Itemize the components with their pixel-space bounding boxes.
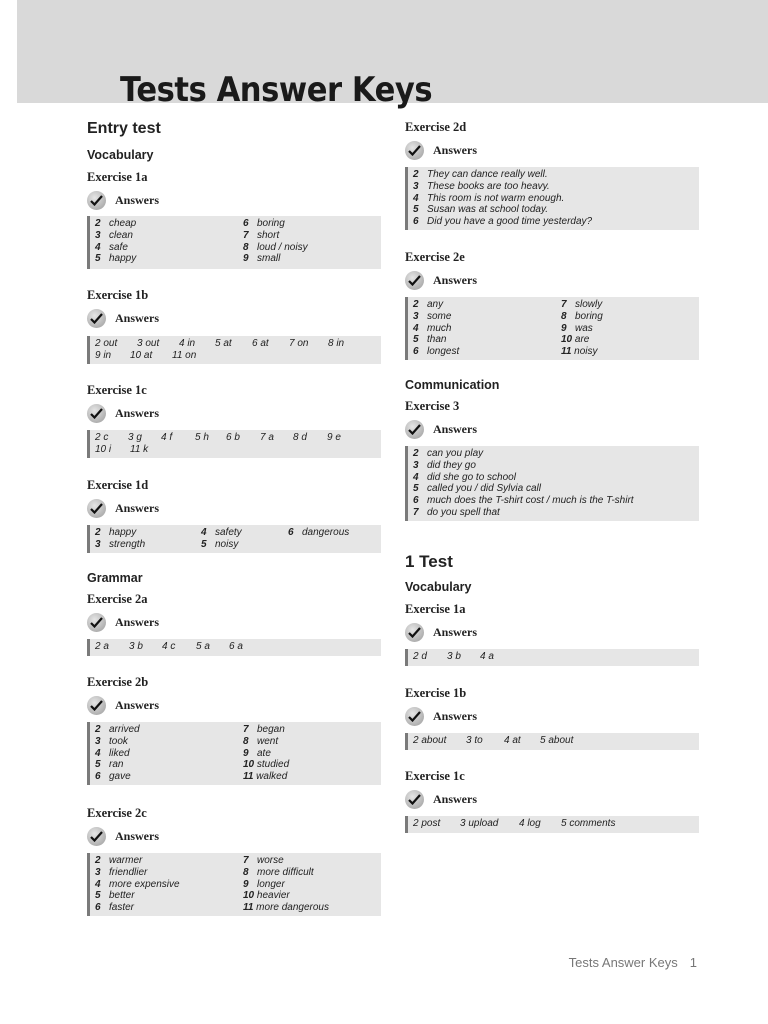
answer-box-ex-2e — [405, 297, 699, 360]
exercise-2d-title: Exercise 2d — [405, 120, 467, 134]
exercise-2c-title: Exercise 2c — [87, 806, 147, 820]
answer-item: 8 more difficult — [243, 866, 314, 878]
answer-item: 2 happy — [95, 527, 137, 538]
answers-label: Answers — [433, 708, 477, 723]
checkmark-icon — [405, 141, 424, 160]
answers-heading — [87, 190, 159, 210]
answer-box-ex-1d — [87, 525, 381, 553]
checkmark-icon — [405, 271, 424, 290]
answer-item: 5 at — [215, 338, 232, 349]
answer-item: 9 small — [243, 253, 281, 265]
answer-item: 4 safety — [201, 527, 242, 538]
answer-item: 8 boring — [561, 310, 603, 322]
answer-item: 7 slowly — [561, 299, 603, 310]
exercise-1d-title: Exercise 1d — [87, 478, 149, 492]
answer-item: 4 a — [480, 651, 494, 662]
answer-box-ex-3 — [405, 446, 699, 521]
answer-item: 3 did they go — [413, 459, 476, 471]
answers-heading — [87, 612, 159, 632]
answers-heading — [87, 498, 159, 518]
answer-item: 8 in — [328, 338, 345, 349]
answer-item: 11 walked — [243, 771, 288, 783]
answer-item: 5 h — [195, 432, 209, 443]
answer-item: 4 This room is not warm enough. — [413, 192, 565, 204]
answer-item: 5 comments — [561, 818, 616, 829]
answer-item: 9 longer — [243, 878, 285, 890]
checkmark-icon — [405, 420, 424, 439]
checkmark-icon — [87, 309, 106, 328]
answer-item: 2 post — [413, 818, 441, 829]
checkmark-icon — [405, 707, 424, 726]
test1-exercise-1b-title: Exercise 1b — [405, 686, 467, 700]
checkmark-icon — [87, 827, 106, 846]
answer-item: 5 about — [540, 735, 574, 746]
checkmark-icon — [87, 404, 106, 423]
answer-item: 7 do you spell that — [413, 506, 500, 518]
answer-box-ex-2b — [87, 722, 381, 785]
answer-item: 2 d — [413, 651, 427, 662]
checkmark-icon — [87, 696, 106, 715]
answer-item: 6 much does the T-shirt cost / much is the T-shirt — [413, 495, 634, 507]
answer-item: 3 b — [129, 641, 143, 652]
answer-item: 3 b — [447, 651, 461, 662]
answer-item: 10 are — [561, 334, 590, 346]
answer-item: 11 on — [172, 349, 197, 361]
answer-item: 3 g — [128, 432, 142, 443]
answer-item: 3 strength — [95, 538, 146, 550]
answer-item: 6 faster — [95, 902, 135, 914]
answer-item: 2 about — [413, 735, 447, 746]
test1-exercise-1c-title: Exercise 1c — [405, 769, 465, 783]
answer-item: 7 worse — [243, 855, 284, 866]
answer-item: 5 than — [413, 334, 447, 346]
answers-heading — [87, 403, 159, 423]
answer-box-ex-2c — [87, 853, 381, 916]
answer-item: 3 These books are too heavy. — [413, 180, 550, 192]
answer-item: 2 They can dance really well. — [413, 169, 548, 180]
answers-label: Answers — [115, 697, 159, 712]
answer-item: 3 to — [466, 735, 483, 746]
answer-item: 9 was — [561, 322, 593, 334]
answer-item: 5 noisy — [201, 538, 239, 550]
answer-item: 7 on — [289, 338, 309, 349]
answer-item: 2 can you play — [413, 448, 484, 459]
answer-item: 3 upload — [460, 818, 499, 829]
exercise-1a-title: Exercise 1a — [87, 170, 148, 184]
answers-heading — [87, 826, 159, 846]
answer-item: 4 c — [162, 641, 176, 652]
answer-item: 6 a — [229, 641, 243, 652]
subsection-communication: Communication — [405, 378, 500, 392]
answer-item: 2 any — [413, 299, 444, 310]
answer-item: 8 loud / noisy — [243, 241, 308, 253]
answers-heading — [405, 789, 477, 809]
answer-item: 6 dangerous — [288, 527, 350, 538]
answer-item: 5 better — [95, 890, 135, 902]
answer-item: 10 studied — [243, 759, 290, 771]
answer-box-ex-2d — [405, 167, 699, 230]
answer-item: 11 more dangerous — [243, 902, 329, 914]
answer-item: 10 i — [95, 443, 112, 455]
answer-item: 7 began — [243, 724, 285, 735]
answer-item: 3 out — [137, 338, 160, 349]
answers-heading — [405, 140, 477, 160]
answer-item: 8 d — [293, 432, 307, 443]
answer-item: 10 heavier — [243, 890, 290, 902]
exercise-2b-title: Exercise 2b — [87, 675, 149, 689]
answer-item: 5 a — [196, 641, 210, 652]
answer-item: 4 log — [519, 818, 541, 829]
exercise-1b-title: Exercise 1b — [87, 288, 149, 302]
answer-item: 2 warmer — [95, 855, 143, 866]
answers-heading — [405, 622, 477, 642]
answer-item: 6 at — [252, 338, 269, 349]
exercise-2e-title: Exercise 2e — [405, 250, 465, 264]
answer-item: 5 ran — [95, 759, 124, 771]
answers-heading — [87, 308, 159, 328]
checkmark-icon — [405, 623, 424, 642]
exercise-1c-title: Exercise 1c — [87, 383, 147, 397]
answers-label: Answers — [433, 624, 477, 639]
answer-item: 6 gave — [95, 771, 131, 783]
answer-item: 10 at — [130, 349, 153, 361]
answer-item: 6 longest — [413, 346, 460, 358]
answer-item: 4 safe — [95, 241, 128, 253]
answer-item: 3 some — [413, 310, 452, 322]
answer-item: 4 in — [179, 338, 196, 349]
answer-item: 11 noisy — [561, 346, 598, 358]
answers-heading — [87, 695, 159, 715]
answer-item: 4 did she go to school — [413, 471, 516, 483]
footer-title: Tests Answer Keys — [568, 955, 678, 970]
subsection-vocabulary-test1: Vocabulary — [405, 580, 472, 594]
page-footer — [569, 955, 697, 970]
answer-item: 6 Did you have a good time yesterday? — [413, 216, 593, 228]
answer-item: 3 took — [95, 735, 128, 747]
answers-label: Answers — [115, 614, 159, 629]
answers-label: Answers — [115, 405, 159, 420]
answer-item: 5 happy — [95, 253, 137, 265]
answer-item: 4 liked — [95, 747, 130, 759]
answers-label: Answers — [115, 828, 159, 843]
answers-label: Answers — [433, 421, 477, 436]
answer-item: 4 f — [161, 432, 173, 443]
answer-item: 2 c — [95, 432, 109, 443]
answer-item: 11 k — [130, 443, 149, 455]
answer-item: 9 ate — [243, 747, 271, 759]
checkmark-icon — [87, 191, 106, 210]
answers-label: Answers — [115, 500, 159, 515]
answer-item: 4 more expensive — [95, 878, 180, 890]
subsection-grammar: Grammar — [87, 571, 143, 585]
answer-item: 2 cheap — [95, 218, 137, 229]
answer-item: 9 in — [95, 349, 112, 361]
checkmark-icon — [405, 790, 424, 809]
answer-box-ex-1b — [87, 336, 381, 364]
answers-label: Answers — [433, 791, 477, 806]
test1-exercise-1a-title: Exercise 1a — [405, 602, 466, 616]
answer-item: 4 at — [504, 735, 521, 746]
answer-box-ex-1a — [87, 216, 381, 269]
answer-item: 7 short — [243, 229, 280, 241]
answer-box-ex-1c — [87, 430, 381, 458]
answer-item: 4 much — [413, 322, 452, 334]
answer-item: 9 e — [327, 432, 341, 443]
answer-item: 8 went — [243, 735, 279, 747]
checkmark-icon — [87, 613, 106, 632]
answers-label: Answers — [433, 272, 477, 287]
answers-label: Answers — [115, 192, 159, 207]
section-title-1-test: 1 Test — [405, 552, 453, 571]
answers-heading — [405, 706, 477, 726]
answer-item: 6 b — [226, 432, 240, 443]
answer-item: 3 clean — [95, 229, 133, 241]
section-title-entry-test: Entry test — [87, 120, 161, 137]
answer-box-test1-ex-1a — [405, 649, 699, 666]
exercise-3-title: Exercise 3 — [405, 399, 460, 413]
answer-box-test1-ex-1b — [405, 733, 699, 750]
checkmark-icon — [87, 499, 106, 518]
answer-item: 2 arrived — [95, 724, 140, 735]
answer-item: 3 friendlier — [95, 866, 148, 878]
answer-item: 5 called you / did Sylvia call — [413, 483, 541, 495]
page-number: 1 — [689, 955, 697, 970]
answers-heading — [405, 270, 477, 290]
answer-box-ex-2a — [87, 639, 381, 656]
answer-item: 5 Susan was at school today. — [413, 204, 548, 216]
answer-box-test1-ex-1c — [405, 816, 699, 833]
answer-item: 6 boring — [243, 218, 285, 229]
answer-item: 2 a — [95, 641, 109, 652]
exercise-2a-title: Exercise 2a — [87, 592, 148, 606]
answers-label: Answers — [115, 310, 159, 325]
page-title: Tests Answer Keys — [120, 70, 433, 110]
answers-label: Answers — [433, 142, 477, 157]
answers-heading — [405, 419, 477, 439]
subsection-vocabulary: Vocabulary — [87, 148, 154, 162]
answer-item: 7 a — [260, 432, 274, 443]
answer-item: 2 out — [95, 338, 118, 349]
